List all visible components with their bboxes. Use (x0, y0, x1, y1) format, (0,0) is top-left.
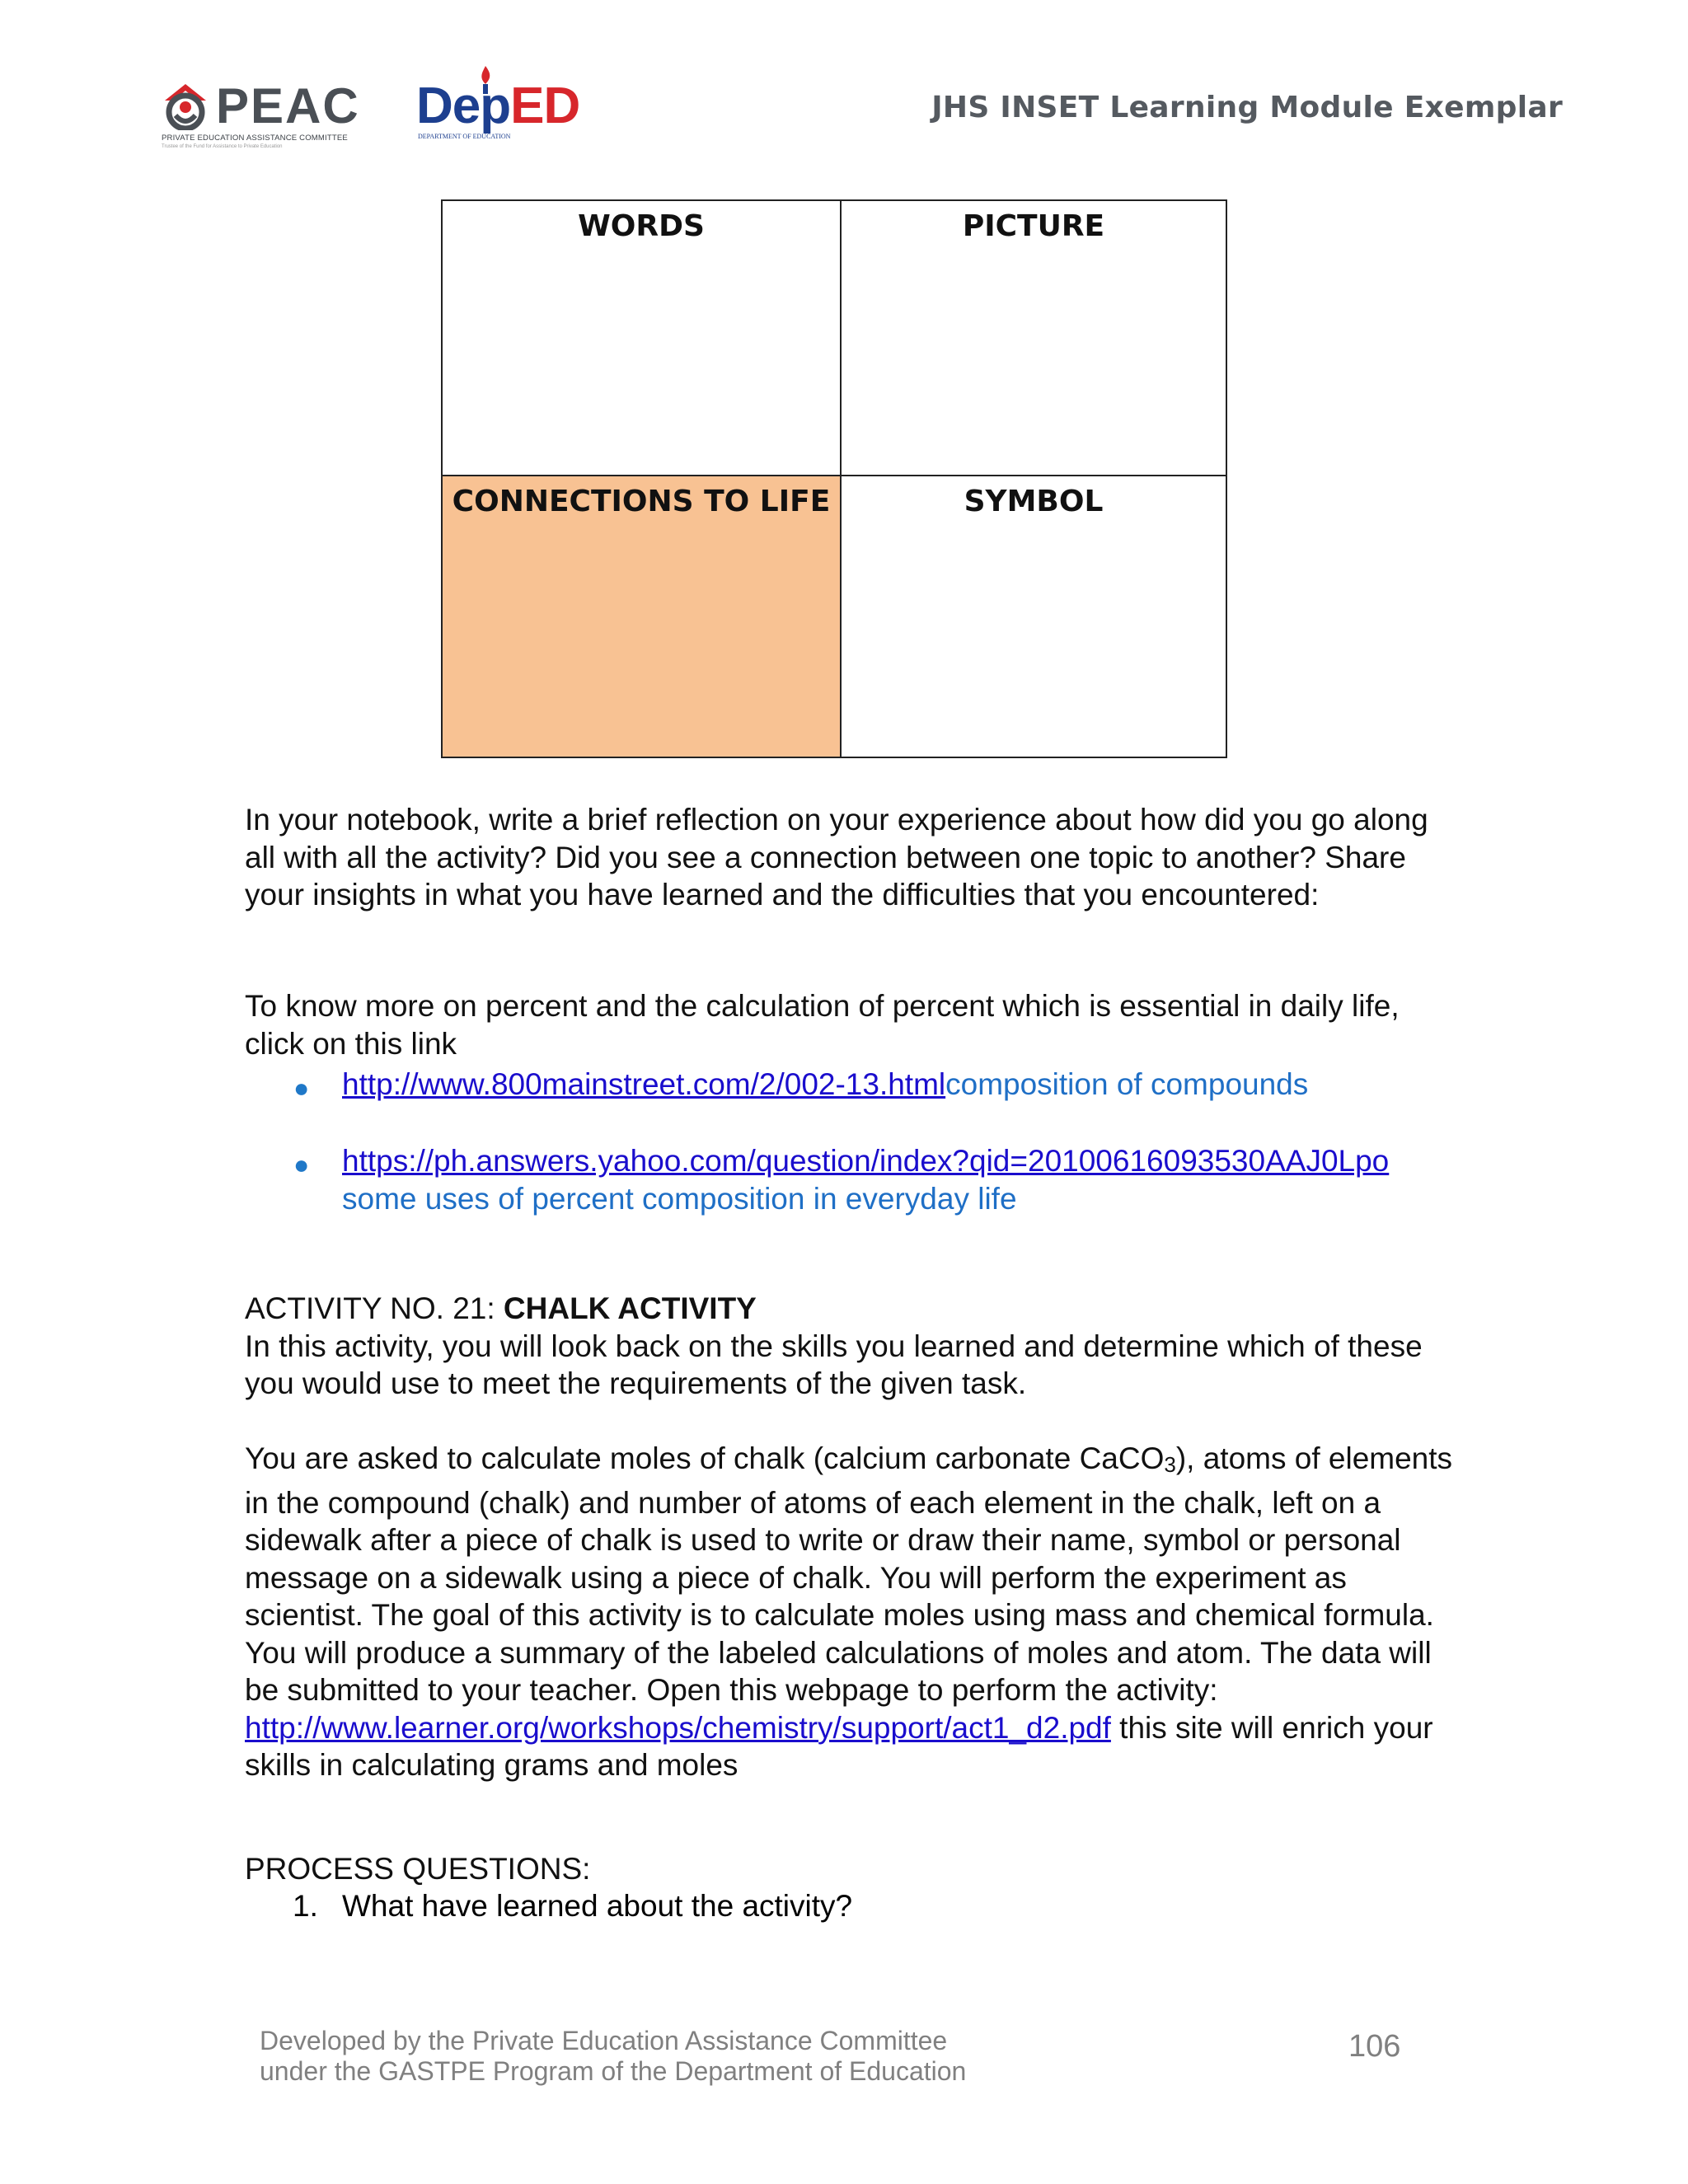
page-number: 106 (1348, 2029, 1401, 2064)
peac-logo (162, 77, 384, 160)
question-text: What have learned about the activity? (342, 1889, 853, 1923)
process-questions-heading: PROCESS QUESTIONS: (245, 1852, 591, 1886)
frayer-label-symbol: SYMBOL (964, 485, 1104, 518)
link-learner-org[interactable]: http://www.learner.org/workshops/chemistry/support/act1_d2.pdf (245, 1710, 1111, 1745)
frayer-cell-words (442, 200, 841, 476)
peac-wordmark: PEAC (216, 78, 360, 134)
list-item (342, 1142, 1463, 1217)
activity-description: You are asked to calculate moles of chalk (calcium carbonate CaCO$_3$), atoms of elements in the compound (chalk) and number of atoms of each element in the chalk, left on a sidewalk after a piece of chalk is used to write or draw their name, symbol or personal message on a sidewalk using a piece of chalk. You will perform the experiment as scientist. The goal of this activity is to calculate moles using mass and chemical formula. You will produce a summary of the labeled calculations of moles and atom. The data will be submitted to your teacher. Open this webpage to perform the activity: http://www.learner.org/workshops/chemistry/support/act1_d2.pdf this site will enrich your skills in calculating grams and moles (245, 1441, 1453, 1782)
frayer-cell-symbol (841, 476, 1226, 757)
activity-title: CHALK ACTIVITY (503, 1291, 757, 1325)
bullet-icon: ● (293, 1073, 310, 1103)
peac-tagline: Trustee of the Fund for Assistance to Private Education (162, 144, 283, 149)
know-more-paragraph: To know more on percent and the calculation of percent which is essential in daily life, click on this link (245, 989, 1400, 1061)
deped-subtitle: DEPARTMENT OF EDUCATION (418, 133, 511, 140)
frayer-model-table (441, 199, 1227, 758)
activity-intro: In this activity, you will look back on the skills you learned and determine which of these you would use to meet the requirements of the given task. (245, 1329, 1423, 1400)
list-item (342, 1066, 1463, 1104)
reflection-paragraph: In your notebook, write a brief reflection on your experience about how did you go along all with all the activity? Did you see a connection between one topic to another? Share your insights in what you have learned and the difficulties that you encountered: (245, 803, 1428, 912)
link-yahoo-answers[interactable]: https://ph.answers.yahoo.com/question/index?qid=20100616093530AAJ0Lpo (342, 1144, 1390, 1178)
activity-label: ACTIVITY NO. 21: (245, 1291, 504, 1325)
link-800mainstreet[interactable]: http://www.800mainstreet.com/2/002-13.html (342, 1067, 946, 1101)
frayer-cell-connections (442, 476, 841, 757)
page-footer: Developed by the Private Education Assistance Committee under the GASTPE Program of the Department of Education (260, 2026, 967, 2086)
frayer-cell-picture (841, 200, 1226, 476)
activity-section (245, 1290, 1456, 1403)
peac-emblem-icon (162, 82, 209, 130)
frayer-label-picture: PICTURE (962, 209, 1105, 243)
link-description: some uses of percent composition in everyday life (342, 1181, 1017, 1216)
page-header-title: JHS INSET Learning Module Exemplar (931, 91, 1563, 124)
frayer-label-connections: CONNECTIONS TO LIFE (452, 485, 831, 518)
peac-subtitle: PRIVATE EDUCATION ASSISTANCE COMMITTEE (162, 134, 348, 143)
frayer-label-words: WORDS (578, 209, 705, 243)
deped-logo (416, 66, 580, 148)
list-item: 1. What have learned about the activity? (293, 1889, 853, 1923)
deped-wordmark: DepED (416, 77, 580, 134)
bullet-icon: ● (293, 1150, 310, 1179)
link-description: composition of compounds (945, 1067, 1309, 1101)
